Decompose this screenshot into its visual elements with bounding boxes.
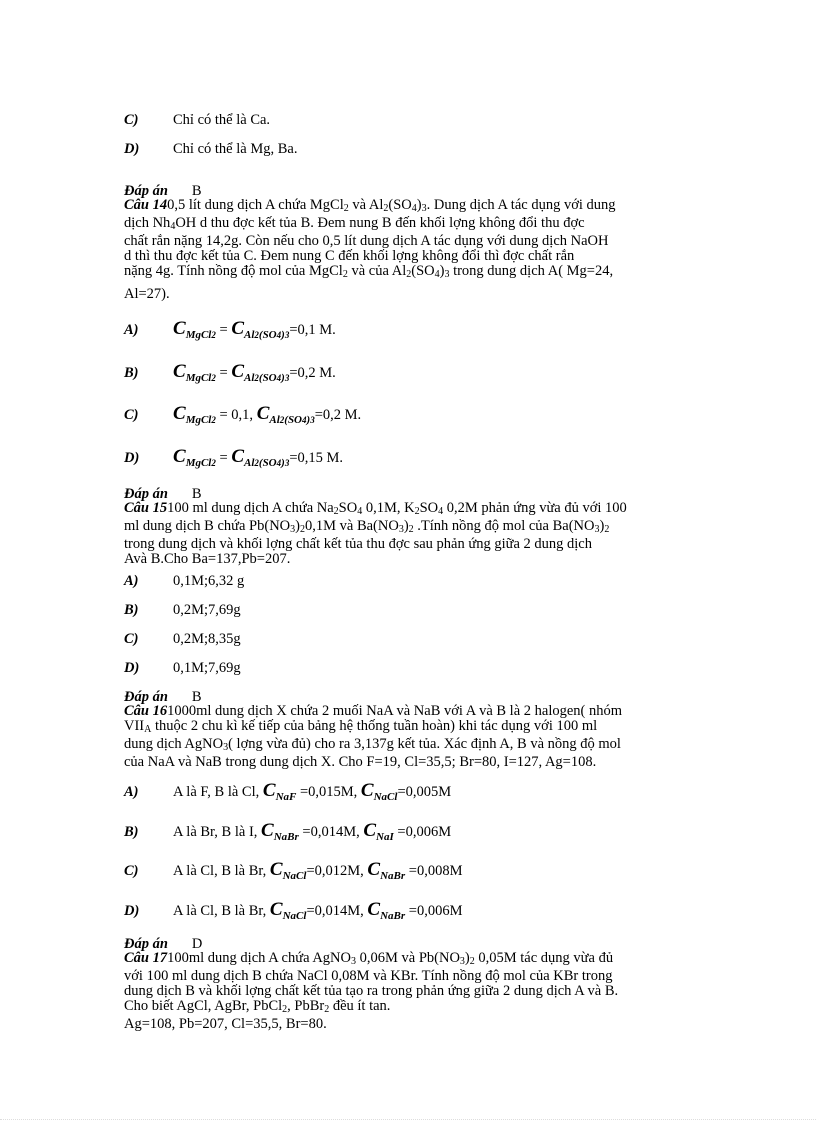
formula-sub: 3 — [284, 330, 290, 340]
sub: 2 — [299, 524, 305, 535]
formula: ) — [306, 414, 311, 426]
option-text: =0,005M — [397, 784, 452, 800]
answer-label: Đáp án — [124, 183, 168, 199]
option-text: A là Cl, B là Br, — [173, 863, 270, 879]
q-text: 100ml dung dịch A chứa AgNO — [167, 950, 351, 966]
q-text: SO — [338, 500, 358, 516]
question-number: Câu 15 — [124, 500, 168, 516]
answer-value: D — [191, 936, 203, 952]
sub: 2 — [383, 203, 389, 214]
concentration-symbol: $C_{NaBr}$ — [367, 859, 406, 882]
q16-option-a — [124, 780, 451, 803]
formula: MgCl — [185, 457, 212, 469]
formula: (SO — [284, 414, 303, 426]
q-text: Ag=108, Pb=207, Cl=35,5, Br=80. — [124, 1016, 327, 1032]
sub: 2 — [343, 203, 349, 214]
option-text: A là F, B là Cl, — [173, 784, 263, 800]
sub: 4 — [357, 506, 363, 517]
q-text: 0,05M tác dụng vừa đủ — [474, 950, 614, 966]
option-text: = — [215, 365, 232, 381]
formula: ) — [281, 457, 285, 469]
q-text: . Dung dịch A tác dụng với dung — [426, 197, 616, 213]
formula: NaBr — [380, 910, 406, 922]
option-text: = — [215, 450, 232, 466]
formula-sub: 4 — [276, 373, 282, 383]
sub: 2 — [342, 269, 348, 280]
option-text: 0,2M;7,69g — [173, 602, 241, 618]
q-text: SO — [419, 500, 439, 516]
concentration-symbol: $C_{NaCl}$ — [269, 859, 307, 882]
question-number: Câu 14 — [124, 197, 168, 213]
option-text: =0,15 M. — [289, 450, 344, 466]
option-text: A là Br, B là I, — [173, 824, 262, 840]
concentration-symbol: $C_{NaCl}$ — [269, 899, 307, 922]
sub: 2 — [414, 506, 420, 517]
answer-value: B — [191, 486, 202, 502]
option-label: B) — [124, 365, 139, 381]
answer-value: B — [191, 689, 202, 705]
q-text: 0,06M và Pb(NO — [356, 950, 460, 966]
formula: NaF — [275, 791, 297, 803]
option-label: D) — [124, 660, 140, 676]
q-text: .Tính nồng độ mol của Ba(NO — [413, 518, 595, 534]
option-text: =0,014M, — [306, 903, 368, 919]
formula: Al — [244, 457, 255, 469]
page-edge — [0, 1119, 816, 1120]
q-text: ) — [439, 263, 445, 279]
formula: NaBr — [380, 870, 406, 882]
concentration-symbol: $C_{NaI}$ — [363, 820, 394, 843]
formula-sub: 4 — [302, 415, 307, 425]
q-text: thuộc 2 chu kì kế tiếp của bảng hệ thống tuần hoàn) khi tác dụng với 100 ml — [151, 718, 598, 734]
formula: NaBr — [273, 831, 299, 843]
concentration-symbol: $C_{MgCl2}$ — [173, 318, 216, 341]
q-text: 0,5 lít dung dịch A chứa MgCl — [167, 197, 344, 213]
option-label: C) — [124, 631, 139, 647]
concentration-symbol: $C_{Al2(SO4)3}$ — [256, 403, 315, 426]
q-text: (SO — [411, 263, 435, 279]
q-text: 0,2M phản ứng vừa đủ với 100 — [443, 500, 627, 516]
q15-option-c — [124, 631, 241, 648]
sub: 2 — [408, 524, 414, 535]
concentration-symbol: $C_{MgCl2}$ — [173, 446, 216, 469]
option-text: =0,006M — [393, 824, 452, 840]
answer-label: Đáp án — [124, 689, 168, 705]
formula: Al — [244, 329, 255, 341]
q-text: VII — [124, 718, 145, 734]
option-text: Chỉ có thể là Ca. — [173, 112, 271, 128]
formula: Al — [244, 372, 255, 384]
formula-sub: 4 — [276, 458, 282, 468]
q-text: dịch Nh — [124, 215, 171, 231]
sub: 3 — [351, 956, 356, 967]
concentration-symbol: $C_{MgCl2}$ — [173, 361, 216, 384]
formula-sub: 2 — [279, 415, 285, 425]
q-text: ( lợng vừa đủ) cho ra 3,137g kết tủa. Xác định A, B và nồng độ mol — [228, 736, 621, 752]
q-text: ) — [403, 518, 409, 534]
q-text: Avà B.Cho Ba=137,Pb=207. — [124, 551, 291, 567]
concentration-symbol: $C_{MgCl2}$ — [173, 403, 216, 426]
q-text: (SO — [388, 197, 412, 213]
formula-sub: 3 — [310, 415, 315, 425]
formula: MgCl — [185, 329, 212, 341]
q-text: của NaA và NaB trong dung dịch X. Cho F=19, Cl=35,5; Br=80, I=127, Ag=108. — [124, 754, 597, 770]
formula-sub: 2 — [254, 458, 259, 468]
q-text: ) — [295, 518, 300, 534]
sub: 2 — [282, 1004, 288, 1015]
q-text: OH d thu đợc kết tủa B. Đem nung B đến khối lợng không đổi thu đợc — [175, 215, 585, 231]
formula: ) — [281, 329, 285, 341]
q-text: 0,1M, K — [362, 500, 415, 516]
option-label: A) — [124, 573, 139, 589]
question-14 — [124, 198, 704, 302]
concentration-symbol: $C_{NaBr}$ — [261, 820, 299, 843]
concentration-symbol: $C_{NaCl}$ — [360, 780, 398, 803]
option-label: C) — [124, 407, 139, 423]
q14-option-a — [124, 318, 336, 341]
option-text: 0,2M;8,35g — [173, 631, 241, 647]
q-text: 1000ml dung dịch X chứa 2 muối NaA và NaB với A và B là 2 halogen( nhóm — [167, 703, 623, 719]
sub: 3 — [459, 956, 465, 967]
option-label: B) — [124, 824, 139, 840]
q-text: nặng 4g. Tính nồng độ mol của MgCl — [124, 263, 343, 279]
formula-sub: 2 — [254, 330, 259, 340]
formula: ) — [281, 372, 285, 384]
formula: MgCl — [185, 414, 212, 426]
q-text: ) — [416, 197, 422, 213]
q-text: ) — [599, 518, 605, 534]
q-text: trong dung dịch và khối lợng chất kết tủa thu đợc sau phản ứng giữa 2 dung dịch — [124, 536, 592, 552]
answer-value: B — [191, 183, 202, 199]
option-label: C) — [124, 863, 139, 879]
sub: A — [144, 724, 152, 735]
option-text: =0,006M — [405, 903, 463, 919]
option-text: =0,012M, — [306, 863, 368, 879]
q15-option-b — [124, 602, 241, 619]
sub: 2 — [406, 269, 412, 280]
q16-option-b — [124, 820, 451, 843]
formula-sub: 3 — [284, 373, 290, 383]
sub: 4 — [434, 269, 440, 280]
answer-label: Đáp án — [124, 486, 168, 502]
formula-sub: 2 — [211, 415, 216, 425]
option-d — [124, 141, 297, 158]
q14-option-c — [124, 403, 361, 426]
question-number: Câu 17 — [124, 950, 168, 966]
q16-option-d — [124, 899, 462, 922]
option-text: =0,2 M. — [314, 407, 362, 423]
q-text: 0,1M và Ba(NO — [304, 518, 399, 534]
q-text: Cho biết AgCl, AgBr, PbCl — [124, 998, 283, 1014]
q15-option-d — [124, 660, 241, 677]
sub: 3 — [444, 269, 450, 280]
q14-option-d — [124, 446, 343, 469]
option-text: =0,2 M. — [289, 365, 336, 381]
formula: (SO — [258, 329, 277, 341]
question-16 — [124, 704, 704, 770]
sub: 4 — [170, 221, 176, 232]
sub: 4 — [411, 203, 417, 214]
q-text: Al=27). — [124, 286, 170, 302]
q14-option-b — [124, 361, 336, 384]
q-text: d thì thu đợc kết tủa C. Đem nung C đến khối lợng không đổi thì đợc chất rắn — [124, 248, 575, 264]
concentration-symbol: $C_{Al2(SO4)3}$ — [231, 318, 290, 341]
q-text: với 100 ml dung dịch B chứa NaCl 0,08M và KBr. Tính nồng độ mol của KBr trong — [124, 968, 613, 984]
q-text: dung dịch AgNO — [124, 736, 224, 752]
option-text: =0,014M, — [298, 824, 364, 840]
q-text: ) — [464, 950, 470, 966]
concentration-symbol: $C_{NaF}$ — [262, 780, 297, 803]
option-text: 0,1M;6,32 g — [173, 573, 245, 589]
question-15 — [124, 501, 704, 567]
sub: 2 — [604, 524, 610, 535]
formula: MgCl — [185, 372, 212, 384]
sub: 4 — [438, 506, 444, 517]
concentration-symbol: $C_{Al2(SO4)3}$ — [231, 361, 290, 384]
sub: 3 — [398, 524, 404, 535]
question-number: Câu 16 — [124, 703, 168, 719]
sub: 2 — [469, 956, 475, 967]
option-text: Chỉ có thể là Mg, Ba. — [173, 141, 298, 157]
sub: 3 — [594, 524, 600, 535]
formula: NaI — [376, 831, 394, 843]
sub: 3 — [290, 524, 296, 535]
formula-sub: 2 — [211, 373, 216, 383]
formula: NaCl — [282, 870, 307, 882]
q-text: đều ít tan. — [329, 998, 391, 1014]
q-text: , PbBr — [287, 998, 325, 1014]
formula: (SO — [258, 372, 277, 384]
option-text: =0,1 M. — [289, 322, 336, 338]
q15-option-a — [124, 573, 244, 590]
q-text: và của Al — [347, 263, 407, 279]
concentration-symbol: $C_{Al2(SO4)3}$ — [231, 446, 290, 469]
formula-sub: 4 — [276, 330, 282, 340]
question-17 — [124, 951, 704, 1032]
sub: 3 — [223, 742, 229, 753]
concentration-symbol: $C_{NaBr}$ — [367, 899, 406, 922]
option-text: =0,015M, — [296, 784, 361, 800]
option-label: A) — [124, 322, 139, 338]
option-label: B) — [124, 602, 139, 618]
q-text: và Al — [348, 197, 384, 213]
option-text: A là Cl, B là Br, — [173, 903, 270, 919]
q16-option-c — [124, 859, 462, 882]
option-label: D) — [124, 141, 140, 157]
formula: NaCl — [373, 791, 398, 803]
option-label: C) — [124, 112, 139, 128]
option-text: 0,1M;7,69g — [173, 660, 241, 676]
formula-sub: 2 — [211, 458, 216, 468]
formula: (SO — [258, 457, 277, 469]
q-text: ml dung dịch B chứa Pb(NO — [124, 518, 291, 534]
q-text: chất rắn nặng 14,2g. Còn nếu cho 0,5 lít dung dịch A tác dụng với dung dịch NaOH — [124, 233, 609, 249]
formula: NaCl — [282, 910, 307, 922]
option-text: =0,008M — [405, 863, 463, 879]
formula: Al — [269, 414, 280, 426]
q-text: 100 ml dung dịch A chứa Na — [167, 500, 334, 516]
option-c — [124, 112, 270, 129]
answer-label: Đáp án — [124, 936, 168, 952]
option-label: A) — [124, 784, 139, 800]
option-label: D) — [124, 450, 140, 466]
q-text: dung dịch B và khối lợng chất kết tủa tạo ra trong phản ứng giữa 2 dung dịch A và B. — [124, 983, 619, 999]
sub: 3 — [421, 203, 427, 214]
option-text: = — [215, 322, 232, 338]
formula-sub: 2 — [211, 330, 216, 340]
sub: 2 — [333, 506, 339, 517]
formula-sub: 2 — [254, 373, 259, 383]
option-text: = 0,1, — [215, 407, 257, 423]
option-label: D) — [124, 903, 140, 919]
formula-sub: 3 — [284, 458, 290, 468]
q-text: trong dung dịch A( Mg=24, — [449, 263, 614, 279]
sub: 2 — [324, 1004, 330, 1015]
